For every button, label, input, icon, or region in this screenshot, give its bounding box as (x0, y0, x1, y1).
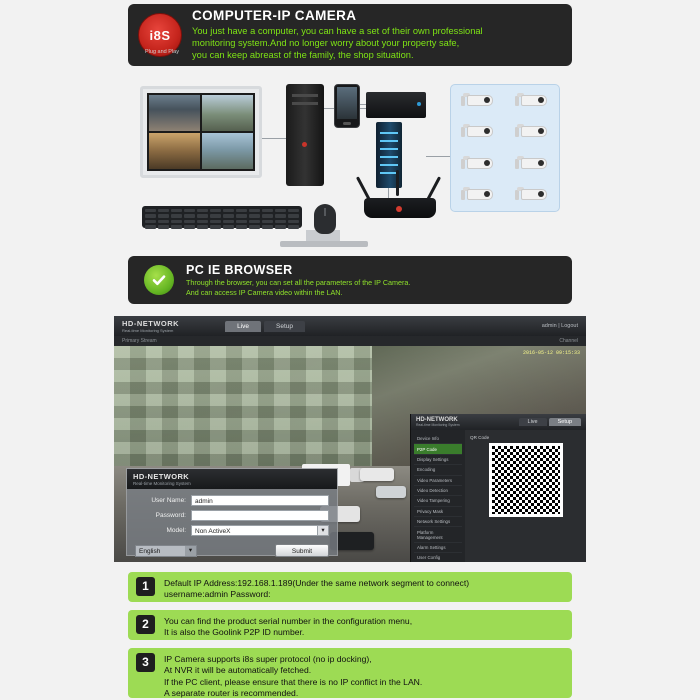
note-text-2 (164, 615, 564, 639)
monitor-display (140, 86, 262, 178)
note-number-2: 2 (136, 615, 155, 634)
topology-diagram (128, 78, 572, 238)
model-row (135, 525, 329, 536)
note-1-line-2: username:admin Password: (164, 589, 271, 600)
menu-item-device-info[interactable]: Device Info (414, 434, 462, 444)
subbar-channel-label: Channel (559, 338, 578, 344)
banner-2-title: PC IE BROWSER (186, 262, 293, 277)
browser-tabs (225, 321, 305, 332)
ip-camera-icon (461, 187, 495, 203)
browser-logo (122, 319, 179, 333)
qr-code-panel (465, 430, 586, 562)
banner-2-line-1: Through the browser, you can set all the parameters of the IP Camera. (186, 277, 411, 287)
badge-main-text: i8S (149, 27, 171, 43)
subbar-stream-label: Primary Stream (122, 338, 157, 344)
note-3-line-1: IP Camera supports i8s super protocol (no ip docking), (164, 654, 372, 664)
keyboard-icon (142, 206, 302, 228)
model-select[interactable] (191, 525, 329, 536)
inner-logo-text: HD-NETWORK (416, 417, 458, 423)
badge-sub-text: Plug and Play (145, 49, 179, 55)
note-text-1 (164, 577, 564, 601)
ip-camera-icon (461, 124, 495, 140)
inner-browser-header (411, 414, 586, 430)
menu-item-encoding[interactable]: Encoding (414, 465, 462, 475)
browser-subbar (114, 336, 586, 346)
banner-1-line-2: monitoring system.And no longer worry about your property safe, (192, 38, 460, 49)
language-select-value: English (139, 547, 161, 555)
username-label: User Name: (151, 497, 186, 504)
video-car-2 (376, 486, 406, 498)
password-input[interactable] (191, 510, 329, 521)
video-timestamp: 2016-05-12 09:15:33 (522, 350, 580, 356)
login-dialog (126, 468, 338, 556)
ip-camera-icon (461, 93, 495, 109)
inner-browser-body (411, 430, 586, 562)
browser-logo-subtext: Real-time Monitoring System (122, 328, 174, 333)
banner-2-text (186, 263, 562, 298)
monitor-screen (147, 93, 255, 171)
username-row (135, 495, 329, 506)
settings-menu (411, 430, 465, 562)
language-select[interactable] (135, 545, 197, 557)
password-label: Password: (155, 512, 186, 519)
banner-1-line-1: You just have a computer, you can have a set of their own professional (192, 25, 483, 36)
username-input[interactable]: admin (191, 495, 329, 506)
qr-code-image (489, 443, 563, 517)
router-antenna-middle-icon (396, 170, 399, 196)
login-dialog-body (127, 489, 337, 544)
chevron-down-icon: ▾ (185, 546, 196, 556)
menu-item-platform-management[interactable]: Platform Management (414, 527, 462, 542)
banner-1-text (192, 8, 562, 61)
ip-camera-grid (450, 84, 560, 212)
browser-header (114, 316, 586, 336)
monitor-cell-2 (202, 95, 253, 131)
note-number-3: 3 (136, 653, 155, 672)
banner-pc-ie-browser (128, 256, 572, 304)
note-2-line-1: You can find the product serial number in the configuration menu, (164, 616, 413, 626)
ip-camera-icon (515, 156, 549, 172)
banner-2-line-2: And can access IP Camera video within the LAN. (186, 287, 343, 297)
note-2-line-2: It is also the Goolink P2P ID number. (164, 627, 305, 638)
menu-item-user-config[interactable]: User Config (414, 553, 462, 562)
pc-tower-icon (286, 84, 324, 186)
wifi-router-icon (364, 198, 436, 218)
note-1-line-1: Default IP Address:192.168.1.189(Under the same network segment to connect) (164, 578, 470, 588)
login-subtitle: Real-time Monitoring System (133, 481, 191, 486)
model-label: Model: (166, 527, 186, 534)
menu-item-p2p-code[interactable]: P2P Code (414, 444, 462, 454)
banner-1-title: COMPUTER-IP CAMERA (192, 8, 357, 24)
live-video-area[interactable] (114, 346, 586, 562)
nvr-device-icon (366, 92, 426, 118)
user-logout-link[interactable]: admin | Logout (541, 323, 578, 329)
model-select-value: Non ActiveX (195, 528, 231, 535)
wire-monitor-tower (262, 138, 288, 139)
chevron-down-icon: ▾ (317, 526, 328, 535)
mouse-icon (314, 204, 336, 234)
video-building-facade (114, 346, 372, 472)
menu-item-video-parameters[interactable]: Video Parameters (414, 476, 462, 486)
login-dialog-header (127, 469, 337, 489)
ip-camera-icon (515, 124, 549, 140)
menu-item-video-detection[interactable]: Video Detection (414, 486, 462, 496)
submit-button[interactable]: Submit (275, 544, 329, 557)
banner-1-line-3: you can keep abreast of the family, the shop situation. (192, 50, 414, 61)
smartphone-icon (334, 84, 360, 128)
check-circle-icon (144, 265, 174, 295)
note-row-2 (128, 610, 572, 640)
inner-tab-live[interactable]: Live (519, 418, 547, 426)
menu-item-alarm-settings[interactable]: Alarm Settings (414, 543, 462, 553)
qr-code-label: QR Code (470, 435, 490, 440)
inner-browser-setup (410, 414, 586, 562)
browser-logo-text: HD-NETWORK (122, 319, 180, 328)
note-row-1 (128, 572, 572, 602)
note-text-3 (164, 653, 564, 699)
monitor-base (280, 241, 368, 247)
inner-browser-logo (416, 417, 460, 427)
menu-item-video-tampering[interactable]: Video Tampering (414, 496, 462, 506)
inner-tab-setup[interactable]: Setup (549, 418, 581, 426)
note-3-line-2: At NVR it will be automatically fetched. (164, 665, 312, 676)
monitor-cell-1 (149, 95, 200, 131)
menu-item-display-settings[interactable]: Display Settings (414, 455, 462, 465)
ip-camera-icon (461, 156, 495, 172)
monitor-cell-4 (202, 133, 253, 169)
login-title: HD-NETWORK (133, 472, 190, 481)
tab-live[interactable]: Live (225, 321, 261, 332)
note-3-line-3: If the PC client, please ensure that there is no IP conflict in the LAN. (164, 676, 423, 687)
menu-item-privacy-mask[interactable]: Privacy Mask (414, 507, 462, 517)
login-dialog-footer (127, 544, 337, 562)
note-number-1: 1 (136, 577, 155, 596)
note-row-3 (128, 648, 572, 698)
tab-setup[interactable]: Setup (264, 321, 305, 332)
browser-screenshot (114, 316, 586, 562)
inner-logo-subtext: Real-time Monitoring System (416, 423, 460, 427)
inner-browser-tabs (519, 418, 581, 426)
menu-item-network-settings[interactable]: Network Settings (414, 517, 462, 527)
ip-camera-icon (515, 187, 549, 203)
monitor-cell-3 (149, 133, 200, 169)
password-row (135, 510, 329, 521)
video-car-1 (360, 468, 394, 481)
wire-switch-cameras (426, 156, 452, 157)
banner-computer-ip-camera (128, 4, 572, 66)
note-3-line-4: A separate router is recommended. (164, 688, 299, 699)
ip-camera-icon (515, 93, 549, 109)
